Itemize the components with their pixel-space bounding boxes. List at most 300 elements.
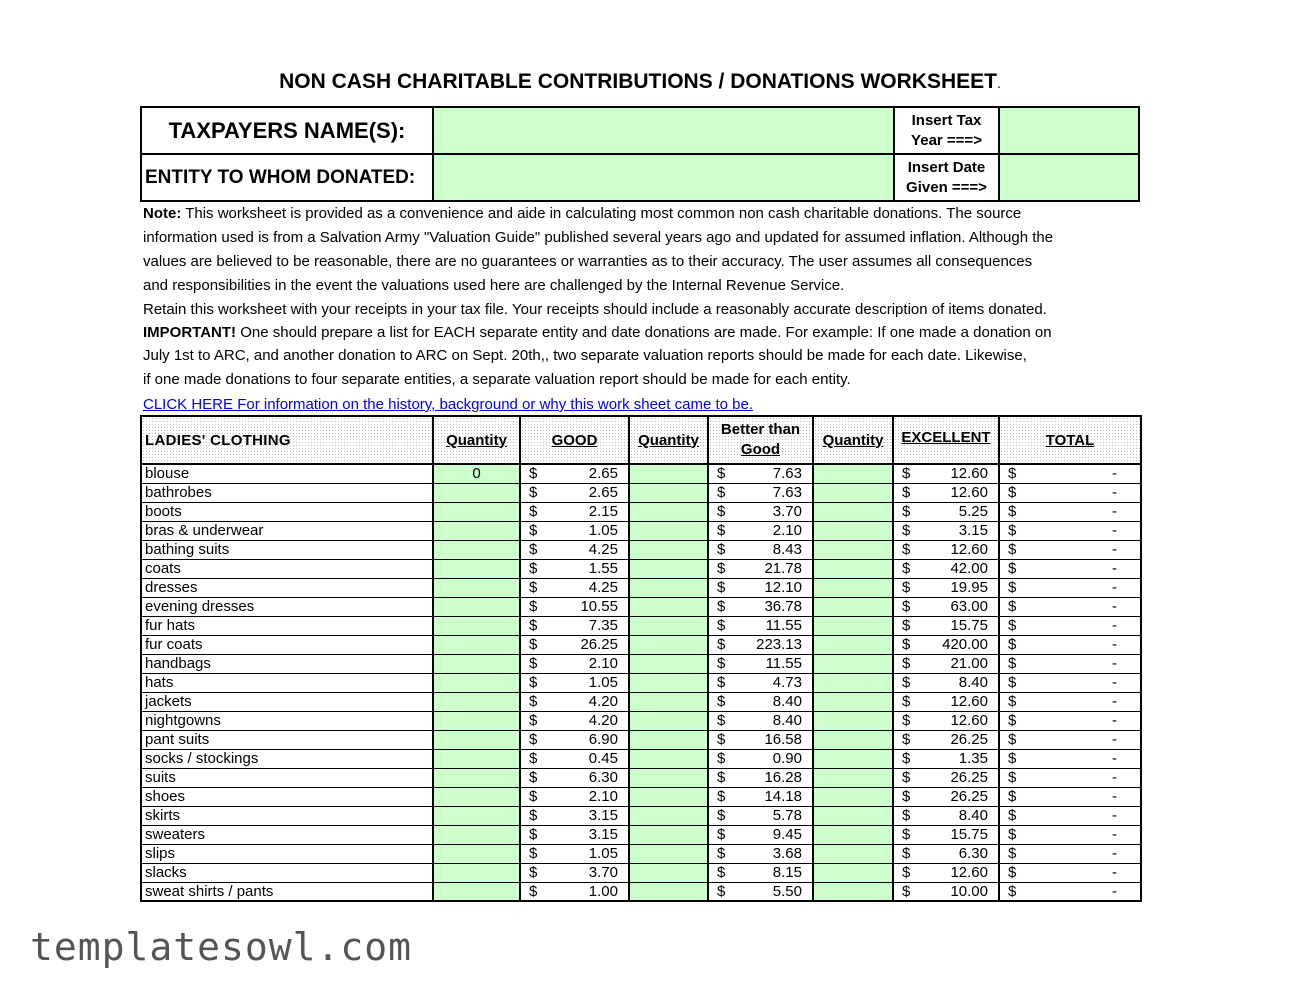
good-value bbox=[520, 616, 629, 635]
item-name: jackets bbox=[141, 692, 433, 711]
amount: 8.40 bbox=[772, 692, 802, 710]
quantity-excellent-input[interactable] bbox=[813, 635, 893, 654]
currency-symbol: $ bbox=[1008, 882, 1017, 900]
quantity-better-input[interactable] bbox=[629, 882, 708, 901]
better-value bbox=[708, 806, 813, 825]
quantity-better-input[interactable] bbox=[629, 635, 708, 654]
amount: - bbox=[1112, 806, 1117, 824]
good-value bbox=[520, 578, 629, 597]
item-name: hats bbox=[141, 673, 433, 692]
amount: 3.15 bbox=[958, 521, 988, 539]
item-name: suits bbox=[141, 768, 433, 787]
amount: 10.55 bbox=[580, 597, 618, 615]
entity-input[interactable] bbox=[434, 155, 895, 200]
excellent-value bbox=[893, 559, 999, 578]
quantity-excellent-input[interactable] bbox=[813, 844, 893, 863]
currency-symbol: $ bbox=[529, 787, 538, 805]
amount: - bbox=[1112, 768, 1117, 786]
currency-symbol: $ bbox=[529, 483, 538, 501]
currency-symbol: $ bbox=[902, 844, 911, 862]
better-than-good-header: Better than Good bbox=[708, 416, 813, 464]
better-value bbox=[708, 540, 813, 559]
quantity-excellent-input[interactable] bbox=[813, 464, 893, 483]
quantity-better-input[interactable] bbox=[629, 673, 708, 692]
item-name: handbags bbox=[141, 654, 433, 673]
good-value bbox=[520, 559, 629, 578]
better-value bbox=[708, 635, 813, 654]
currency-symbol: $ bbox=[1008, 825, 1017, 843]
table-row bbox=[141, 711, 1141, 730]
currency-symbol: $ bbox=[529, 844, 538, 862]
quantity-better-input[interactable] bbox=[629, 863, 708, 882]
amount: 1.05 bbox=[588, 673, 618, 691]
entity-label: ENTITY TO WHOM DONATED: bbox=[142, 155, 434, 200]
category-header: LADIES' CLOTHING bbox=[141, 416, 433, 464]
quantity-excellent-input[interactable] bbox=[813, 502, 893, 521]
table-row bbox=[141, 673, 1141, 692]
currency-symbol: $ bbox=[717, 673, 726, 691]
currency-symbol: $ bbox=[717, 863, 726, 881]
currency-symbol: $ bbox=[529, 749, 538, 767]
table-row bbox=[141, 559, 1141, 578]
excellent-value bbox=[893, 806, 999, 825]
table-row bbox=[141, 464, 1141, 483]
currency-symbol: $ bbox=[717, 825, 726, 843]
item-name: boots bbox=[141, 502, 433, 521]
currency-symbol: $ bbox=[1008, 597, 1017, 615]
quantity-excellent-input[interactable] bbox=[813, 806, 893, 825]
quantity-better-input[interactable] bbox=[629, 559, 708, 578]
total-value bbox=[999, 559, 1141, 578]
better-value bbox=[708, 749, 813, 768]
amount: 2.65 bbox=[588, 465, 618, 482]
good-value bbox=[520, 597, 629, 616]
quantity-better-input[interactable] bbox=[629, 768, 708, 787]
quantity-excellent-input[interactable] bbox=[813, 768, 893, 787]
good-value bbox=[520, 502, 629, 521]
quantity-good-input[interactable] bbox=[433, 540, 520, 559]
better-value bbox=[708, 844, 813, 863]
quantity-header: Quantity bbox=[629, 416, 708, 464]
item-name: sweat shirts / pants bbox=[141, 882, 433, 901]
currency-symbol: $ bbox=[717, 521, 726, 539]
currency-symbol: $ bbox=[902, 559, 911, 577]
amount: 1.55 bbox=[588, 559, 618, 577]
amount: 4.20 bbox=[588, 711, 618, 729]
quantity-better-input[interactable] bbox=[629, 483, 708, 502]
currency-symbol: $ bbox=[529, 673, 538, 691]
date-given-label: Insert Date Given ===> bbox=[895, 155, 1000, 200]
quantity-good-input[interactable] bbox=[433, 616, 520, 635]
amount: - bbox=[1112, 540, 1117, 558]
total-value bbox=[999, 521, 1141, 540]
item-name: fur coats bbox=[141, 635, 433, 654]
quantity-good-input[interactable] bbox=[433, 502, 520, 521]
table-row bbox=[141, 768, 1141, 787]
amount: 12.60 bbox=[950, 483, 988, 501]
quantity-better-input[interactable] bbox=[629, 749, 708, 768]
currency-symbol: $ bbox=[529, 654, 538, 672]
amount: 7.35 bbox=[588, 616, 618, 634]
note-line: Note: This worksheet is provided as a convenience and aide in calculating most common non cash charitable donations. The source bbox=[143, 205, 1022, 222]
currency-symbol: $ bbox=[717, 597, 726, 615]
quantity-excellent-input[interactable] bbox=[813, 521, 893, 540]
good-value bbox=[520, 673, 629, 692]
total-value bbox=[999, 502, 1141, 521]
amount: 2.10 bbox=[588, 787, 618, 805]
amount: 4.73 bbox=[772, 673, 802, 691]
good-value bbox=[520, 844, 629, 863]
quantity-excellent-input[interactable] bbox=[813, 540, 893, 559]
excellent-value bbox=[893, 654, 999, 673]
table-row bbox=[141, 787, 1141, 806]
better-value bbox=[708, 654, 813, 673]
currency-symbol: $ bbox=[717, 787, 726, 805]
quantity-good-input[interactable] bbox=[433, 654, 520, 673]
better-value bbox=[708, 673, 813, 692]
currency-symbol: $ bbox=[902, 616, 911, 634]
amount: 26.25 bbox=[950, 787, 988, 805]
table-row bbox=[141, 483, 1141, 502]
currency-symbol: $ bbox=[529, 502, 538, 520]
quantity-better-input[interactable] bbox=[629, 502, 708, 521]
amount: - bbox=[1112, 521, 1117, 539]
currency-symbol: $ bbox=[902, 882, 911, 900]
total-value bbox=[999, 787, 1141, 806]
good-value bbox=[520, 882, 629, 901]
amount: 4.25 bbox=[588, 578, 618, 596]
total-value bbox=[999, 635, 1141, 654]
good-value bbox=[520, 464, 629, 483]
amount: 7.63 bbox=[772, 483, 802, 501]
amount: 2.15 bbox=[588, 502, 618, 520]
item-name: bathing suits bbox=[141, 540, 433, 559]
quantity-good-input[interactable] bbox=[433, 768, 520, 787]
quantity-good-input[interactable] bbox=[433, 730, 520, 749]
amount: - bbox=[1112, 654, 1117, 672]
amount: 1.00 bbox=[588, 882, 618, 900]
table-row bbox=[141, 844, 1141, 863]
excellent-value bbox=[893, 692, 999, 711]
quantity-better-input[interactable] bbox=[629, 578, 708, 597]
quantity-excellent-input[interactable] bbox=[813, 787, 893, 806]
excellent-value bbox=[893, 483, 999, 502]
amount: 1.05 bbox=[588, 521, 618, 539]
quantity-better-input[interactable] bbox=[629, 844, 708, 863]
amount: 6.30 bbox=[958, 844, 988, 862]
currency-symbol: $ bbox=[902, 465, 911, 482]
quantity-excellent-input[interactable] bbox=[813, 578, 893, 597]
page-title: NON CASH CHARITABLE CONTRIBUTIONS / DONATIONS WORKSHEET. bbox=[279, 70, 1001, 93]
amount: 3.70 bbox=[772, 502, 802, 520]
note-line: and responsibilities in the event the valuations used here are challenged by the Internal Revenue Service. bbox=[143, 277, 845, 294]
quantity-excellent-input[interactable] bbox=[813, 749, 893, 768]
item-name: bathrobes bbox=[141, 483, 433, 502]
currency-symbol: $ bbox=[1008, 578, 1017, 596]
excellent-value bbox=[893, 711, 999, 730]
quantity-excellent-input[interactable] bbox=[813, 654, 893, 673]
good-value bbox=[520, 730, 629, 749]
currency-symbol: $ bbox=[529, 825, 538, 843]
tax-year-label: Insert Tax Year ===> bbox=[895, 108, 1000, 155]
amount: 3.68 bbox=[772, 844, 802, 862]
note-line: IMPORTANT! One should prepare a list for EACH separate entity and date donations are made. For example: If one made a donation on bbox=[143, 324, 1052, 341]
amount: - bbox=[1112, 825, 1117, 843]
amount: 36.78 bbox=[764, 597, 802, 615]
quantity-excellent-input[interactable] bbox=[813, 673, 893, 692]
currency-symbol: $ bbox=[717, 502, 726, 520]
currency-symbol: $ bbox=[902, 654, 911, 672]
table-row bbox=[141, 882, 1141, 901]
amount: 0.45 bbox=[588, 749, 618, 767]
quantity-better-input[interactable] bbox=[629, 825, 708, 844]
total-value bbox=[999, 711, 1141, 730]
quantity-good-input[interactable] bbox=[433, 559, 520, 578]
amount: 16.58 bbox=[764, 730, 802, 748]
currency-symbol: $ bbox=[1008, 540, 1017, 558]
good-value bbox=[520, 540, 629, 559]
amount: 7.63 bbox=[772, 465, 802, 482]
total-value bbox=[999, 863, 1141, 882]
amount: - bbox=[1112, 616, 1117, 634]
currency-symbol: $ bbox=[529, 465, 538, 482]
currency-symbol: $ bbox=[1008, 635, 1017, 653]
good-value bbox=[520, 654, 629, 673]
item-name: dresses bbox=[141, 578, 433, 597]
table-row bbox=[141, 730, 1141, 749]
amount: 3.70 bbox=[588, 863, 618, 881]
total-value bbox=[999, 768, 1141, 787]
total-value bbox=[999, 882, 1141, 901]
amount: - bbox=[1112, 844, 1117, 862]
note-line: information used is from a Salvation Army "Valuation Guide" published several years ago and updated for assumed inflation. Although the bbox=[143, 229, 1054, 246]
quantity-good-input[interactable] bbox=[433, 521, 520, 540]
currency-symbol: $ bbox=[902, 730, 911, 748]
amount: 5.50 bbox=[772, 882, 802, 900]
currency-symbol: $ bbox=[1008, 483, 1017, 501]
excellent-value bbox=[893, 597, 999, 616]
amount: 6.90 bbox=[588, 730, 618, 748]
note-line: if one made donations to four separate entities, a separate valuation report should be made for each entity. bbox=[143, 371, 851, 388]
quantity-good-input[interactable] bbox=[433, 635, 520, 654]
currency-symbol: $ bbox=[902, 749, 911, 767]
amount: - bbox=[1112, 863, 1117, 881]
currency-symbol: $ bbox=[1008, 521, 1017, 539]
amount: 3.15 bbox=[588, 825, 618, 843]
currency-symbol: $ bbox=[717, 806, 726, 824]
quantity-better-input[interactable] bbox=[629, 521, 708, 540]
quantity-better-input[interactable] bbox=[629, 692, 708, 711]
amount: - bbox=[1112, 483, 1117, 501]
currency-symbol: $ bbox=[529, 692, 538, 710]
better-value bbox=[708, 578, 813, 597]
good-header: GOOD bbox=[520, 416, 629, 464]
currency-symbol: $ bbox=[529, 711, 538, 729]
quantity-excellent-input[interactable] bbox=[813, 559, 893, 578]
currency-symbol: $ bbox=[529, 540, 538, 558]
quantity-good-input[interactable] bbox=[433, 825, 520, 844]
tax-year-input[interactable] bbox=[1000, 108, 1138, 155]
currency-symbol: $ bbox=[717, 654, 726, 672]
note-line: Retain this worksheet with your receipts in your tax file. Your receipts should include a reasonably accurate description of items donated. bbox=[143, 301, 1047, 318]
amount: 6.30 bbox=[588, 768, 618, 786]
quantity-better-input[interactable] bbox=[629, 787, 708, 806]
item-name: bras & underwear bbox=[141, 521, 433, 540]
currency-symbol: $ bbox=[902, 673, 911, 691]
good-value bbox=[520, 521, 629, 540]
better-value bbox=[708, 559, 813, 578]
better-value bbox=[708, 483, 813, 502]
quantity-better-input[interactable] bbox=[629, 616, 708, 635]
quantity-good-input[interactable] bbox=[433, 863, 520, 882]
quantity-better-input[interactable] bbox=[629, 540, 708, 559]
currency-symbol: $ bbox=[902, 540, 911, 558]
quantity-excellent-input[interactable] bbox=[813, 597, 893, 616]
taxpayer-name-input[interactable] bbox=[434, 108, 895, 155]
date-given-input[interactable] bbox=[1000, 155, 1138, 200]
better-value bbox=[708, 882, 813, 901]
amount: - bbox=[1112, 578, 1117, 596]
currency-symbol: $ bbox=[1008, 465, 1017, 482]
quantity-good-input[interactable] bbox=[433, 578, 520, 597]
quantity-good-input[interactable] bbox=[433, 483, 520, 502]
table-row bbox=[141, 749, 1141, 768]
item-name: blouse bbox=[141, 464, 433, 483]
amount: 11.55 bbox=[765, 654, 802, 672]
excellent-value bbox=[893, 540, 999, 559]
table-row bbox=[141, 597, 1141, 616]
quantity-better-input[interactable] bbox=[629, 711, 708, 730]
total-value bbox=[999, 806, 1141, 825]
table-row bbox=[141, 863, 1141, 882]
currency-symbol: $ bbox=[902, 635, 911, 653]
total-value bbox=[999, 464, 1141, 483]
better-value bbox=[708, 692, 813, 711]
quantity-good-input[interactable] bbox=[433, 597, 520, 616]
excellent-value bbox=[893, 502, 999, 521]
total-value bbox=[999, 578, 1141, 597]
amount: 12.60 bbox=[950, 863, 988, 881]
amount: 8.43 bbox=[772, 540, 802, 558]
currency-symbol: $ bbox=[529, 597, 538, 615]
excellent-header: EXCELLENT bbox=[893, 416, 999, 464]
currency-symbol: $ bbox=[1008, 768, 1017, 786]
currency-symbol: $ bbox=[1008, 863, 1017, 881]
amount: 1.35 bbox=[958, 749, 988, 767]
currency-symbol: $ bbox=[902, 597, 911, 615]
item-name: fur hats bbox=[141, 616, 433, 635]
currency-symbol: $ bbox=[1008, 749, 1017, 767]
amount: 2.65 bbox=[588, 483, 618, 501]
quantity-better-input[interactable] bbox=[629, 597, 708, 616]
currency-symbol: $ bbox=[717, 559, 726, 577]
history-link[interactable]: CLICK HERE For information on the history, background or why this work sheet came to be. bbox=[143, 396, 753, 413]
amount: 2.10 bbox=[588, 654, 618, 672]
amount: 8.40 bbox=[958, 806, 988, 824]
good-value bbox=[520, 483, 629, 502]
table-header-row bbox=[141, 416, 1141, 464]
excellent-value bbox=[893, 578, 999, 597]
quantity-good-input[interactable] bbox=[433, 711, 520, 730]
amount: 19.95 bbox=[950, 578, 988, 596]
currency-symbol: $ bbox=[529, 559, 538, 577]
quantity-good-input[interactable] bbox=[433, 673, 520, 692]
currency-symbol: $ bbox=[902, 521, 911, 539]
excellent-value bbox=[893, 863, 999, 882]
quantity-better-input[interactable] bbox=[629, 806, 708, 825]
quantity-good-input[interactable] bbox=[433, 806, 520, 825]
amount: - bbox=[1112, 787, 1117, 805]
currency-symbol: $ bbox=[529, 863, 538, 881]
quantity-excellent-input[interactable] bbox=[813, 616, 893, 635]
item-name: sweaters bbox=[141, 825, 433, 844]
good-value bbox=[520, 635, 629, 654]
table-row bbox=[141, 692, 1141, 711]
quantity-good-input[interactable] bbox=[433, 692, 520, 711]
excellent-value bbox=[893, 825, 999, 844]
quantity-excellent-input[interactable] bbox=[813, 483, 893, 502]
table-row bbox=[141, 540, 1141, 559]
total-value bbox=[999, 692, 1141, 711]
item-name: slacks bbox=[141, 863, 433, 882]
amount: - bbox=[1112, 559, 1117, 577]
amount: - bbox=[1112, 711, 1117, 729]
quantity-header: Quantity bbox=[813, 416, 893, 464]
quantity-good-input[interactable] bbox=[433, 787, 520, 806]
currency-symbol: $ bbox=[1008, 844, 1017, 862]
amount: 21.00 bbox=[950, 654, 988, 672]
better-value bbox=[708, 730, 813, 749]
better-value bbox=[708, 616, 813, 635]
amount: - bbox=[1112, 749, 1117, 767]
good-value bbox=[520, 825, 629, 844]
excellent-value bbox=[893, 673, 999, 692]
quantity-excellent-input[interactable] bbox=[813, 730, 893, 749]
item-name: evening dresses bbox=[141, 597, 433, 616]
amount: 12.10 bbox=[764, 578, 802, 596]
quantity-excellent-input[interactable] bbox=[813, 825, 893, 844]
quantity-better-input[interactable] bbox=[629, 464, 708, 483]
currency-symbol: $ bbox=[529, 806, 538, 824]
quantity-good-input[interactable] bbox=[433, 882, 520, 901]
quantity-better-input[interactable] bbox=[629, 730, 708, 749]
good-value bbox=[520, 787, 629, 806]
currency-symbol: $ bbox=[529, 635, 538, 653]
table-row bbox=[141, 806, 1141, 825]
currency-symbol: $ bbox=[1008, 616, 1017, 634]
quantity-better-input[interactable] bbox=[629, 654, 708, 673]
quantity-excellent-input[interactable] bbox=[813, 692, 893, 711]
amount: - bbox=[1112, 882, 1117, 900]
quantity-good-input[interactable]: 0 bbox=[433, 464, 520, 483]
better-value bbox=[708, 464, 813, 483]
quantity-excellent-input[interactable] bbox=[813, 863, 893, 882]
quantity-good-input[interactable] bbox=[433, 844, 520, 863]
currency-symbol: $ bbox=[717, 578, 726, 596]
quantity-header: Quantity bbox=[433, 416, 520, 464]
table-row bbox=[141, 616, 1141, 635]
amount: 42.00 bbox=[950, 559, 988, 577]
amount: - bbox=[1112, 730, 1117, 748]
total-value bbox=[999, 616, 1141, 635]
excellent-value bbox=[893, 844, 999, 863]
quantity-excellent-input[interactable] bbox=[813, 711, 893, 730]
amount: 12.60 bbox=[950, 465, 988, 482]
currency-symbol: $ bbox=[902, 825, 911, 843]
quantity-good-input[interactable] bbox=[433, 749, 520, 768]
better-value bbox=[708, 711, 813, 730]
quantity-excellent-input[interactable] bbox=[813, 882, 893, 901]
